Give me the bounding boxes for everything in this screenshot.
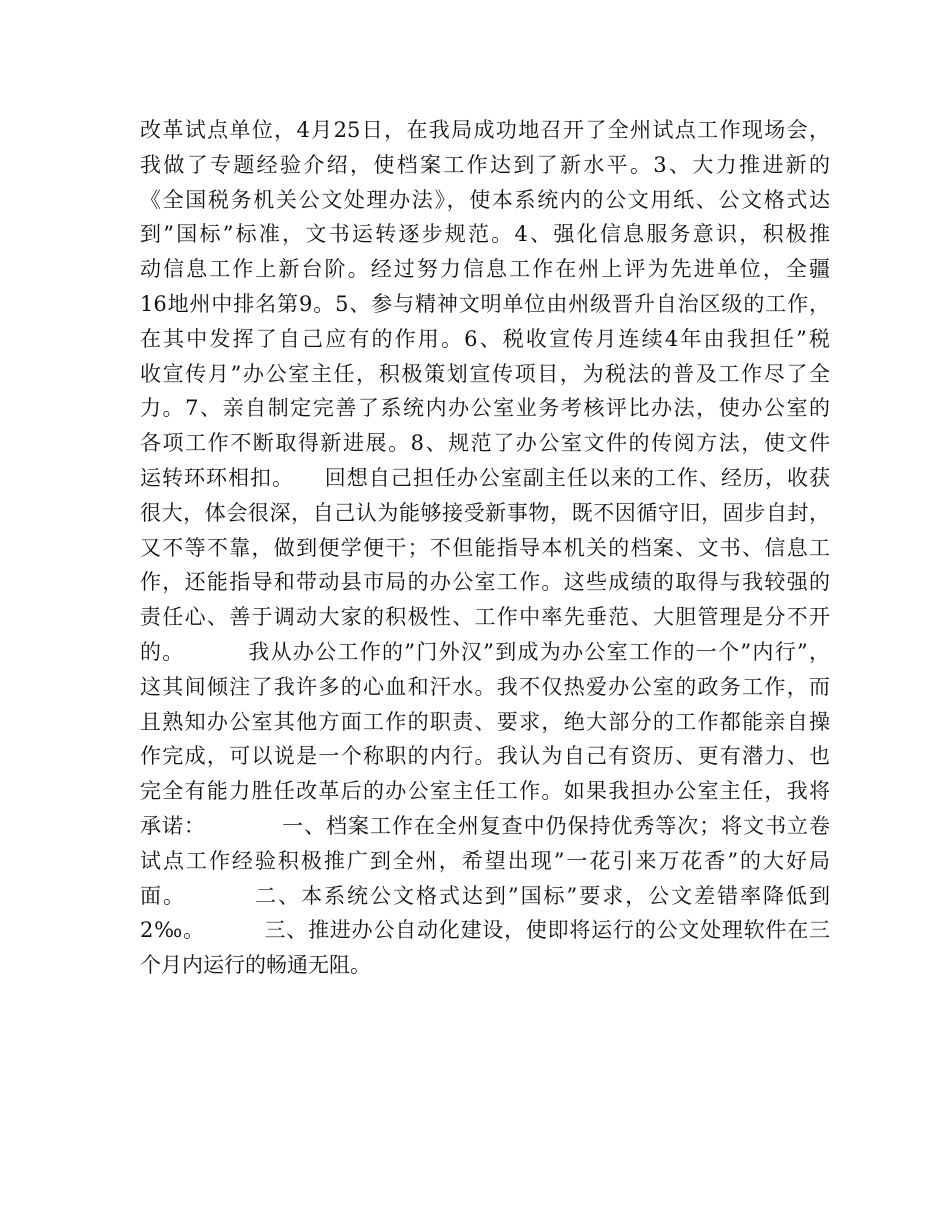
text-line: 改革试点单位，4月25日，在我局成功地召开了全州试点工作现场会， [140,118,830,142]
text-line: 到”国标”标准，文书运转逐步规范。4、强化信息服务意识，积极推 [140,222,830,247]
text-line: 个月内运行的畅通无阻。 [140,953,371,978]
text-line: 很大，体会很深，自己认为能够接受新事物，既不因循守旧，固步自封， [140,500,830,525]
text-line: 16地州中排名第9。5、参与精神文明单位由州级晋升自治区级的工作， [140,291,830,316]
text-line: 收宣传月”办公室主任，积极策划宣传项目，为税法的普及工作尽了全 [140,361,830,386]
text-line: 完全有能力胜任改革后的办公室主任工作。如果我担办公室主任，我将 [140,779,830,804]
text-line: 各项工作不断取得新进展。8、规范了办公室文件的传阅方法，使文件 [140,431,830,456]
text-line: 在其中发挥了自己应有的作用。6、税收宣传月连续4年由我担任”税 [140,326,830,351]
text-line: 力。7、亲自制定完善了系统内办公室业务考核评比办法，使办公室的 [140,396,830,421]
text-line: 运转环环相扣。 回想自己担任办公室副主任以来的工作、经历，收获 [140,465,830,490]
text-line: 2‰。 三、推进办公自动化建设，使即将运行的公文处理软件在三 [140,918,830,943]
text-line: 面。 二、本系统公文格式达到”国标”要求，公文差错率降低到 [140,883,830,908]
text-line: 作，还能指导和带动县市局的办公室工作。这些成绩的取得与我较强的 [140,570,830,595]
text-line: 这其间倾注了我许多的心血和汗水。我不仅热爱办公室的政务工作，而 [140,674,830,699]
text-line: 动信息工作上新台阶。经过努力信息工作在州上评为先进单位，全疆 [140,257,830,282]
text-line: 《全国税务机关公文处理办法》，使本系统内的公文用纸、公文格式达 [140,187,830,212]
text-line: 又不等不靠，做到便学便干；不但能指导本机关的档案、文书、信息工 [140,535,830,560]
text-line: 我做了专题经验介绍，使档案工作达到了新水平。3、大力推进新的 [140,152,830,177]
body-paragraph [140,113,830,983]
text-line: 试点工作经验积极推广到全州，希望出现”一花引来万花香”的大好局 [140,848,830,873]
text-line: 作完成，可以说是一个称职的内行。我认为自己有资历、更有潜力、也 [140,744,830,769]
text-line: 承诺： 一、档案工作在全州复查中仍保持优秀等次；将文书立卷 [140,813,830,838]
text-line: 责任心、善于调动大家的积极性、工作中率先垂范、大胆管理是分不开 [140,605,830,630]
text-line: 且熟知办公室其他方面工作的职责、要求，绝大部分的工作都能亲自操 [140,709,830,734]
text-line: 的。 我从办公工作的”门外汉”到成为办公室工作的一个”内行”， [140,639,830,664]
